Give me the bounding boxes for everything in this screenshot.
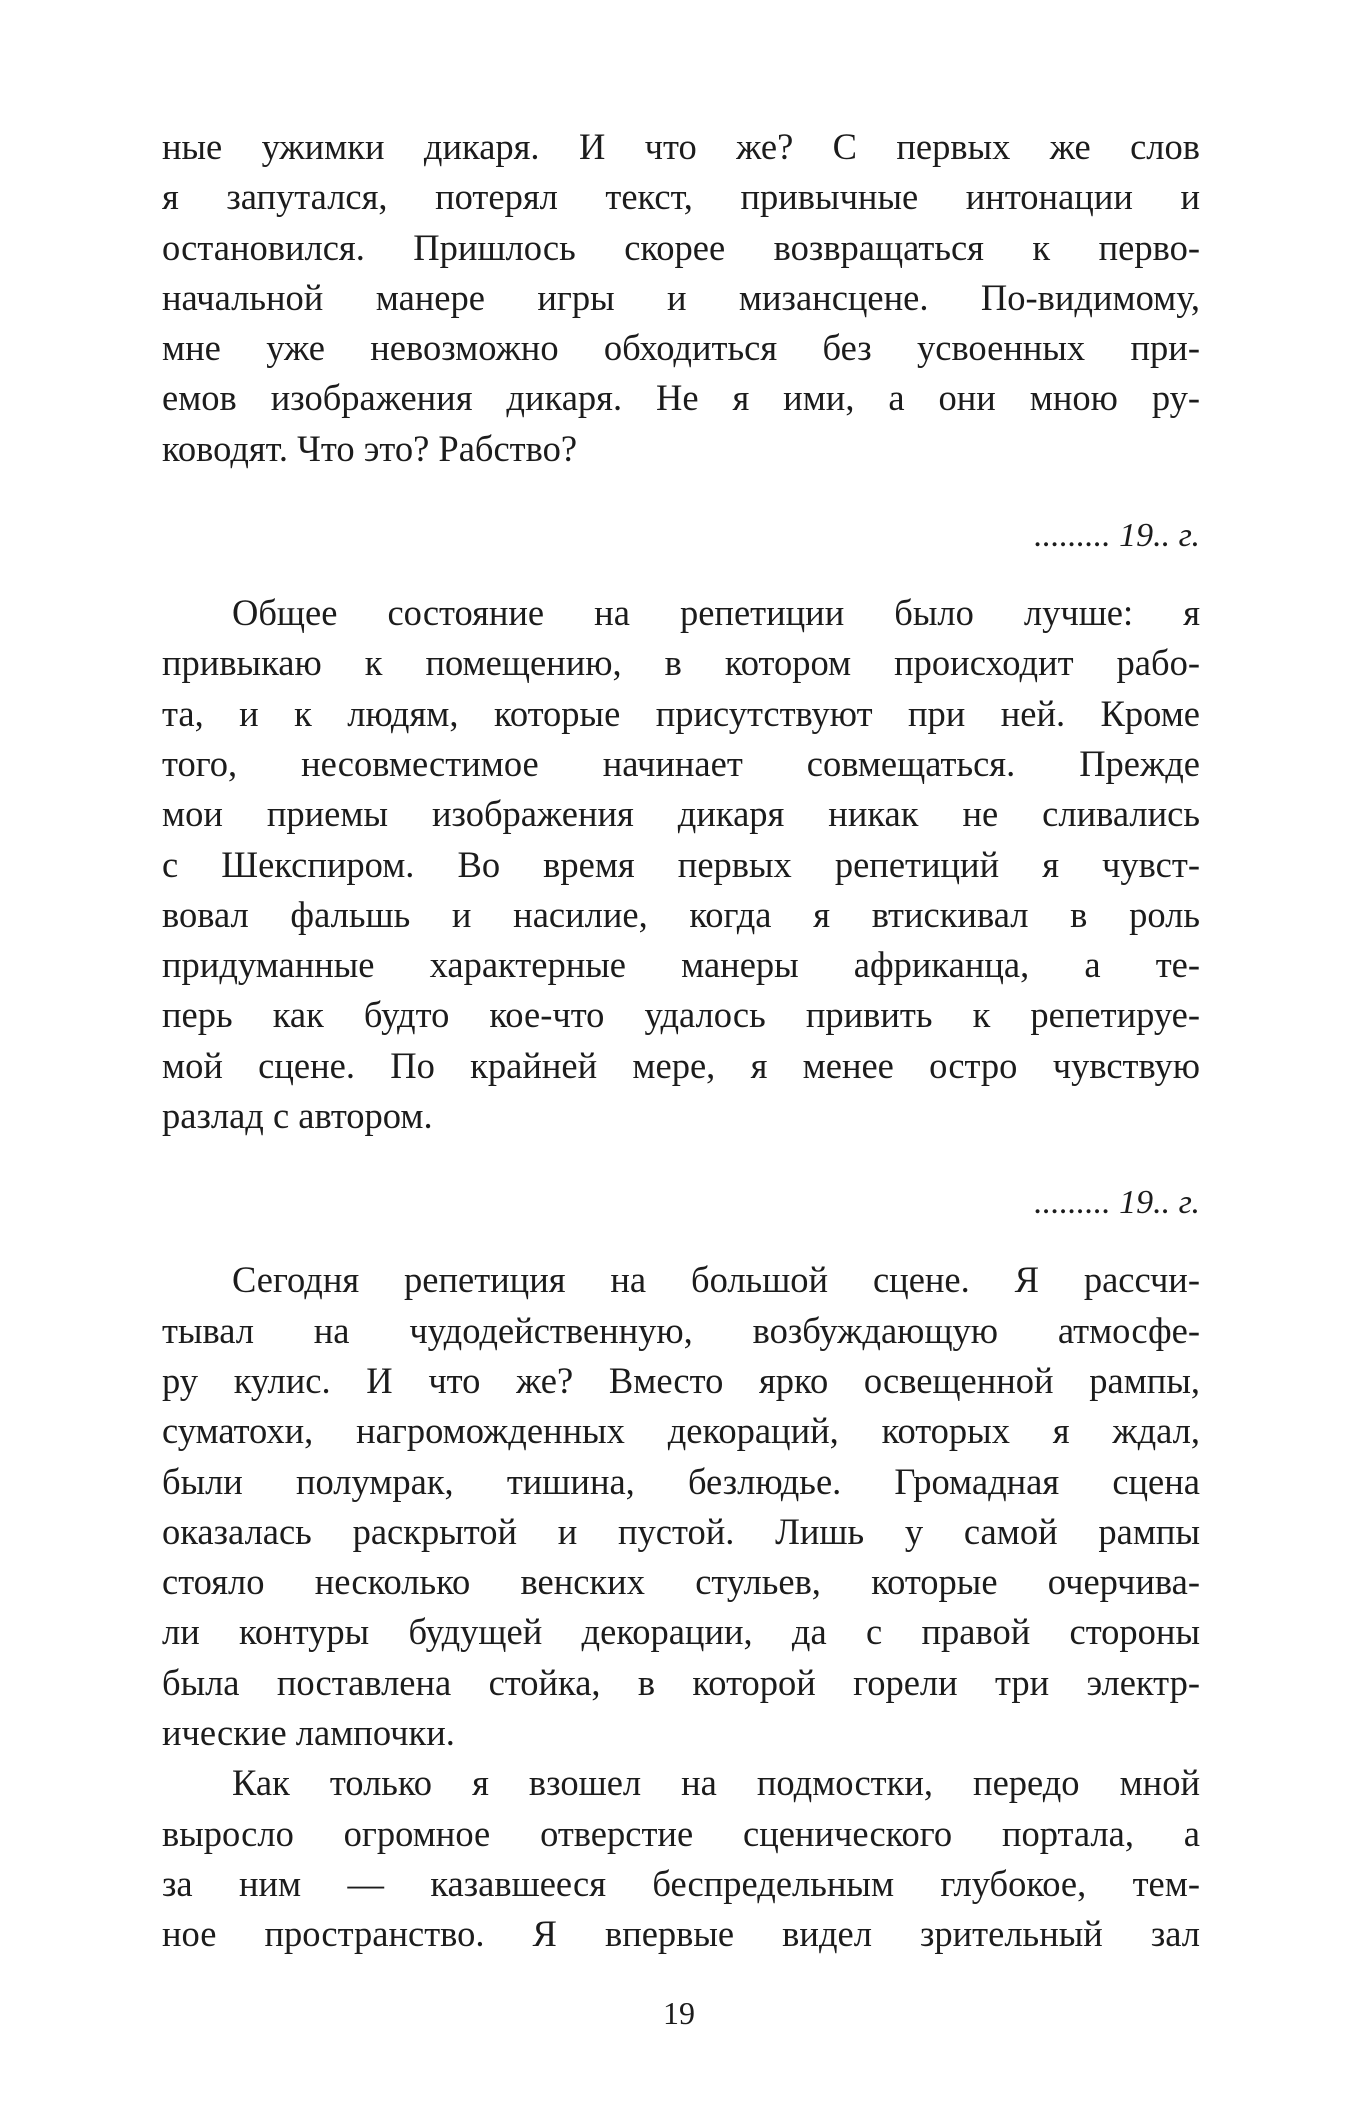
text-line: Как только я взошел на подмостки, передо мной [232, 1762, 1200, 1804]
text-line: суматохи, нагроможденных декораций, которых я ждал, [162, 1410, 1200, 1452]
paragraph [162, 1255, 1200, 1758]
text-line: была поставлена стойка, в которой горели три электр- [162, 1661, 1200, 1703]
text-line: я запутался, потерял текст, привычные интонации и [162, 176, 1200, 218]
text-line: ководят. Что это? Рабство? [162, 427, 578, 469]
paragraph [162, 1758, 1200, 1959]
text-line: ические лампочки. [162, 1712, 455, 1754]
entry-continuation [162, 122, 1200, 474]
page-body [162, 122, 1200, 1960]
page-number: 19 [663, 1995, 695, 2031]
text-line: ные ужимки дикаря. И что же? С первых же слов [162, 126, 1200, 167]
text-line: выросло огромное отверстие сценического портала, а [162, 1812, 1200, 1854]
text-line: мой сцене. По крайней мере, я менее остро чувствую [162, 1044, 1200, 1086]
text-line: мои приемы изображения дикаря никак не сливались [162, 793, 1200, 835]
text-line: та, и к людям, которые присутствуют при ней. Кроме [162, 692, 1200, 734]
entry-date: ......... 19.. г. [1034, 1184, 1200, 1222]
text-line: придуманные характерные манеры африканца, а те- [162, 944, 1200, 986]
entry-date: ......... 19.. г. [1034, 517, 1200, 555]
text-line: ное пространство. Я впервые видел зрительный зал [162, 1913, 1200, 1955]
text-line: ру кулис. И что же? Вместо ярко освещенной рампы, [162, 1359, 1200, 1401]
text-line: перь как будто кое-что удалось привить к репетируе- [162, 994, 1200, 1036]
text-line: с Шекспиром. Во время первых репетиций я чувст- [162, 843, 1200, 885]
paragraph [162, 122, 1200, 474]
text-line: ли контуры будущей декорации, да с правой стороны [162, 1611, 1200, 1653]
text-line: привыкаю к помещению, в котором происходит рабо- [162, 642, 1200, 684]
text-line: Сегодня репетиция на большой сцене. Я рассчи- [232, 1259, 1200, 1301]
text-line: остановился. Пришлось скорее возвращаться к перво- [162, 226, 1200, 268]
text-line: мне уже невозможно обходиться без усвоенных при- [162, 327, 1200, 369]
text-line: тывал на чудодейственную, возбуждающую атмосфе- [162, 1309, 1200, 1351]
text-line: за ним — казавшееся беспредельным глубокое, тем- [162, 1862, 1200, 1904]
text-line: того, несовместимое начинает совмещаться. Прежде [162, 742, 1200, 784]
text-line: оказалась раскрытой и пустой. Лишь у самой рампы [162, 1510, 1200, 1552]
paragraph [162, 588, 1200, 1141]
diary-entry [162, 1183, 1200, 1959]
text-line: Общее состояние на репетиции было лучше: я [232, 592, 1200, 634]
text-line: начальной манере игры и мизансцене. По-видимому, [162, 276, 1200, 318]
diary-entry [162, 516, 1200, 1141]
text-line: емов изображения дикаря. Не я ими, а они мною ру- [162, 377, 1200, 419]
text-line: разлад с автором. [162, 1095, 433, 1137]
text-line: вовал фальшь и насилие, когда я втискивал в роль [162, 893, 1200, 935]
text-line: стояло несколько венских стульев, которые очерчива- [162, 1561, 1200, 1603]
text-line: были полумрак, тишина, безлюдье. Громадная сцена [162, 1460, 1200, 1502]
